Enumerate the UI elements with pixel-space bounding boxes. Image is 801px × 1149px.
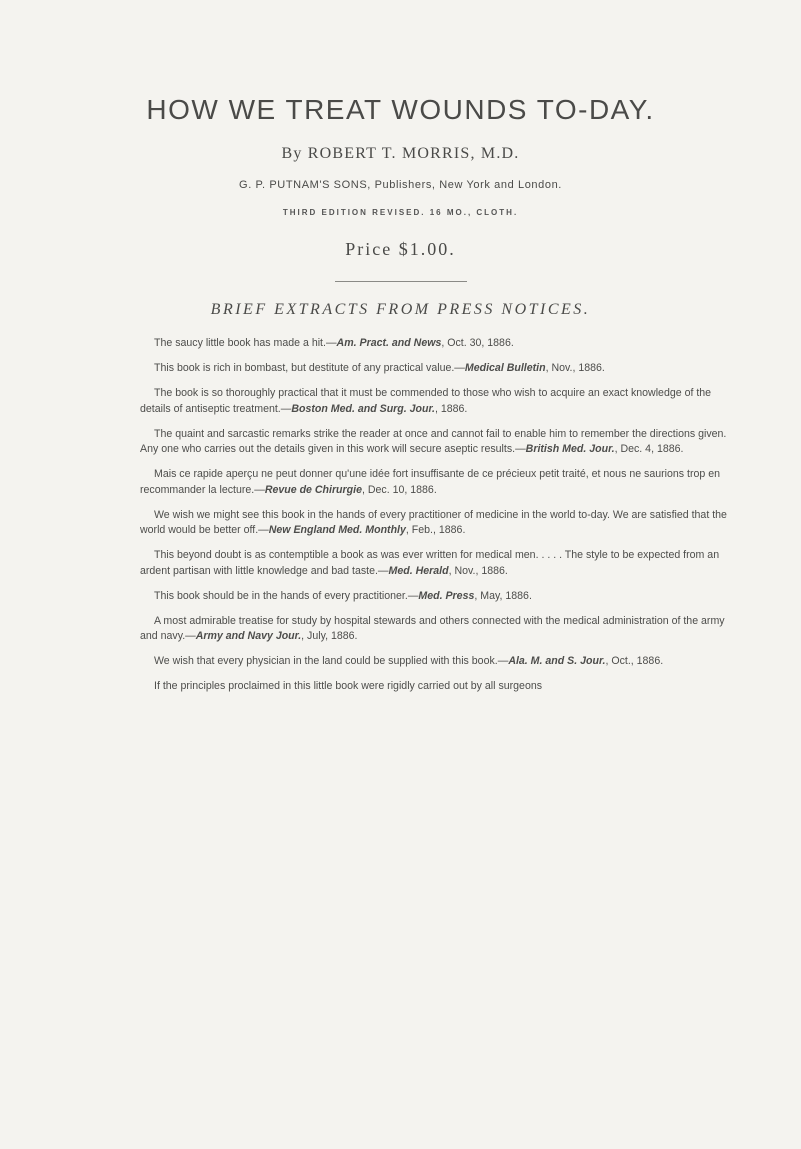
press-notice (140, 614, 740, 645)
notice-text: The saucy little book has made a hit.— (154, 337, 337, 349)
notice-text: This book is rich in bombast, but destitute of any practical value.— (154, 361, 465, 374)
notice-text: The book is so thoroughly practical that it must be commended to those who wish to acquire an exact knowledge of the details of antiseptic treatment.— (140, 386, 712, 415)
price-line: Price $1.00. (345, 239, 456, 259)
notice-source: Med. Press (418, 589, 475, 602)
notice-date: , July, 1886. (301, 630, 358, 643)
notice-text: A most admirable treatise for study by hospital stewards and others connected with the medical administration of the army and navy.— (140, 614, 725, 643)
edition-line: THIRD EDITION REVISED. 16 MO., CLOTH. (282, 208, 519, 217)
notice-date: , Nov., 1886. (545, 361, 605, 374)
notice-text: If the principles proclaimed in this little book were rigidly carried out by all surgeons (154, 680, 543, 693)
press-notice (140, 589, 740, 605)
notice-source: New England Med. Monthly (268, 524, 406, 537)
notice-source: Medical Bulletin (464, 361, 546, 374)
notice-source: Am. Pract. and News (336, 337, 442, 349)
notice-date: , Dec. 10, 1886. (361, 483, 437, 496)
notice-date: , Nov., 1886. (448, 564, 508, 577)
notice-source: Ala. M. and S. Jour. (508, 655, 606, 668)
notice-text: We wish we might see this book in the hands of every practitioner of medicine in the world to-day. We are satisfied that the world would be better off.— (140, 508, 727, 537)
notice-date: , Dec. 4, 1886. (614, 443, 684, 456)
notice-text: We wish that every physician in the land could be supplied with this book.— (154, 655, 509, 668)
press-notice (140, 548, 740, 579)
notice-source: Med. Herald (388, 564, 449, 577)
press-notice (140, 679, 740, 695)
press-notice (140, 467, 740, 498)
book-title: HOW WE TREAT WOUNDS TO-DAY. (146, 94, 655, 125)
press-notice (140, 386, 740, 417)
notice-date: , Oct., 1886. (605, 655, 664, 668)
press-notice (140, 336, 740, 352)
notice-text: This beyond doubt is as contemptible a book as was ever written for medical men. . . . . The style to be expected from an ardent partisan with little knowledge and bad taste.— (140, 549, 720, 577)
notice-date: , May, 1886. (474, 589, 532, 602)
notice-date: , Feb., 1886. (405, 524, 466, 537)
divider-rule (335, 281, 467, 282)
press-notice (140, 508, 740, 539)
press-notice (140, 361, 740, 377)
press-notice (140, 427, 740, 458)
press-notices-heading: BRIEF EXTRACTS FROM PRESS NOTICES. (210, 301, 591, 318)
notice-source: Army and Navy Jour. (195, 630, 302, 643)
notice-text: The quaint and sarcastic remarks strike the reader at once and cannot fail to enable him to remember the directions given. Any one who carries out the details given in this work will secure aseptic results.— (140, 427, 727, 456)
author-line: By ROBERT T. MORRIS, M.D. (281, 145, 520, 162)
notice-date: , Oct. 30, 1886. (441, 337, 514, 349)
publisher-line: G. P. PUTNAM'S SONS, Publishers, New York and London. (239, 179, 562, 191)
press-notices-list (140, 336, 740, 704)
notice-text: This book should be in the hands of every practitioner.— (154, 589, 419, 602)
notice-date: , 1886. (434, 402, 468, 415)
notice-source: Revue de Chirurgie (264, 483, 362, 496)
notice-text: Mais ce rapide aperçu ne peut donner qu'une idée fort insuffisante de ce précieux petit traité, et nous ne saurions trop en recommander la lecture.— (140, 468, 721, 496)
notice-source: Boston Med. and Surg. Jour. (291, 402, 435, 415)
press-notice (140, 654, 740, 670)
notice-source: British Med. Jour. (525, 443, 615, 456)
